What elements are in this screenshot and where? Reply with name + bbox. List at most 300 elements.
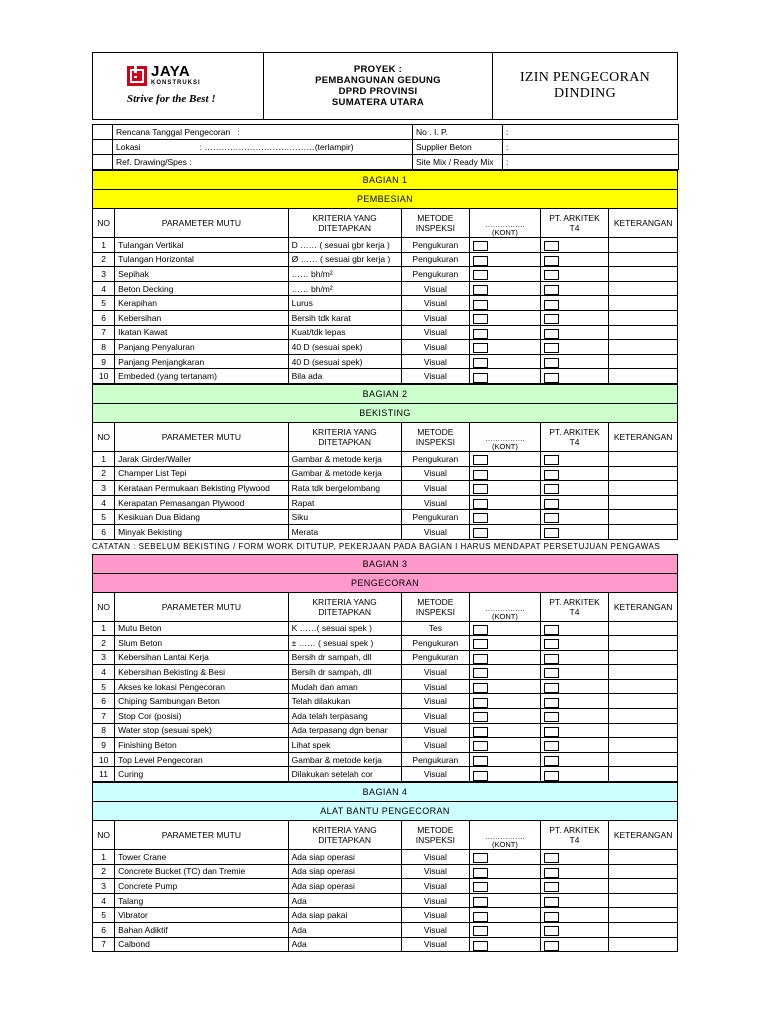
row-kriteria: Bila ada	[288, 369, 401, 384]
row-metode: Pengukuran	[401, 510, 470, 525]
section-table	[92, 170, 678, 384]
row-no: 5	[93, 679, 115, 694]
info-table	[92, 124, 679, 170]
arkitek-checkbox[interactable]	[544, 256, 559, 266]
table-row	[93, 723, 678, 738]
arkitek-checkbox[interactable]	[544, 741, 559, 751]
kont-checkbox[interactable]	[473, 698, 488, 708]
kont-checkbox[interactable]	[473, 756, 488, 766]
kont-checkbox[interactable]	[473, 484, 488, 494]
section-subtitle: BEKISTING	[93, 403, 678, 422]
col-kriteria: KRITERIA YANG DITETAPKAN	[288, 592, 401, 621]
row-no: 3	[93, 267, 115, 282]
kont-checkbox[interactable]	[473, 329, 488, 339]
row-keterangan[interactable]	[609, 340, 678, 355]
row-metode: Visual	[401, 524, 470, 539]
row-parameter: Stop Cor (posisi)	[115, 709, 288, 724]
row-keterangan[interactable]	[609, 767, 678, 782]
row-kriteria: D …… ( sesuai gbr kerja )	[288, 238, 401, 253]
kont-checkbox[interactable]	[473, 727, 488, 737]
col-keterangan: KETERANGAN	[609, 209, 678, 238]
row-keterangan[interactable]	[609, 451, 678, 466]
row-kriteria: Lihat spek	[288, 738, 401, 753]
row-metode: Visual	[401, 738, 470, 753]
row-kriteria: Lurus	[288, 296, 401, 311]
kont-checkbox[interactable]	[473, 654, 488, 664]
kont-checkbox[interactable]	[473, 741, 488, 751]
row-metode: Visual	[401, 864, 470, 879]
arkitek-checkbox[interactable]	[544, 329, 559, 339]
kont-checkbox[interactable]	[473, 499, 488, 509]
row-keterangan[interactable]	[609, 738, 678, 753]
row-metode: Visual	[401, 281, 470, 296]
col-keterangan: KETERANGAN	[609, 422, 678, 451]
kont-checkbox[interactable]	[473, 853, 488, 863]
arkitek-checkbox[interactable]	[544, 285, 559, 295]
row-keterangan[interactable]	[609, 752, 678, 767]
row-kriteria: Ada siap operasi	[288, 879, 401, 894]
row-parameter: Kesikuan Dua Bidang	[115, 510, 288, 525]
col-metode: METODE INSPEKSI	[401, 209, 470, 238]
section-subtitle: ALAT BANTU PENGECORAN	[93, 802, 678, 821]
row-parameter: Panjang Penjangkaran	[115, 354, 288, 369]
row-kriteria: Gambar & metode kerja	[288, 752, 401, 767]
col-kriteria: KRITERIA YANG DITETAPKAN	[288, 422, 401, 451]
row-kriteria: Merata	[288, 524, 401, 539]
row-kriteria: 40 D (sesuai spek)	[288, 340, 401, 355]
table-row	[93, 281, 678, 296]
kont-checkbox[interactable]	[473, 270, 488, 280]
row-no: 8	[93, 340, 115, 355]
arkitek-checkbox[interactable]	[544, 771, 559, 781]
row-parameter: Panjang Penyaluran	[115, 340, 288, 355]
row-keterangan[interactable]	[609, 879, 678, 894]
kont-checkbox[interactable]	[473, 513, 488, 523]
jaya-logo-icon	[127, 66, 147, 86]
row-metode: Pengukuran	[401, 636, 470, 651]
row-keterangan[interactable]	[609, 679, 678, 694]
row-kriteria: Ø …… ( sesuai gbr kerja )	[288, 252, 401, 267]
row-keterangan[interactable]	[609, 908, 678, 923]
arkitek-checkbox[interactable]	[544, 941, 559, 951]
arkitek-checkbox[interactable]	[544, 926, 559, 936]
sitemix-field[interactable]: :	[503, 155, 679, 170]
arkitek-checkbox[interactable]	[544, 513, 559, 523]
col-no: NO	[93, 209, 115, 238]
col-arkitek: PT. ARKITEK T4	[540, 821, 609, 850]
supplier-label: Supplier Beton	[413, 140, 503, 155]
table-row	[93, 340, 678, 355]
inspection-form	[92, 52, 678, 952]
row-no: 6	[93, 310, 115, 325]
row-no: 4	[93, 893, 115, 908]
kont-checkbox[interactable]	[473, 300, 488, 310]
col-parameter: PARAMETER MUTU	[115, 821, 288, 850]
row-metode: Visual	[401, 694, 470, 709]
row-keterangan[interactable]	[609, 238, 678, 253]
row-no: 7	[93, 709, 115, 724]
row-keterangan[interactable]	[609, 510, 678, 525]
col-kont: ……………. (KONT)	[470, 821, 541, 850]
table-row	[93, 354, 678, 369]
kont-checkbox[interactable]	[473, 343, 488, 353]
section-subtitle: PEMBESIAN	[93, 190, 678, 209]
form-header	[92, 52, 678, 120]
kont-checkbox[interactable]	[473, 683, 488, 693]
company-logo	[93, 53, 264, 119]
col-no: NO	[93, 592, 115, 621]
arkitek-checkbox[interactable]	[544, 241, 559, 251]
row-keterangan[interactable]	[609, 267, 678, 282]
sections-container	[92, 170, 678, 952]
arkitek-checkbox[interactable]	[544, 727, 559, 737]
kont-checkbox[interactable]	[473, 470, 488, 480]
table-row	[93, 481, 678, 496]
table-row	[93, 524, 678, 539]
row-parameter: Curing	[115, 767, 288, 782]
row-keterangan[interactable]	[609, 893, 678, 908]
row-parameter: Concrete Bucket (TC) dan Tremie	[115, 864, 288, 879]
row-no: 4	[93, 495, 115, 510]
note-text: CATATAN : SEBELUM BEKISTING / FORM WORK DITUTUP, PEKERJAAN PADA BAGIAN I HARUS MENDAPAT PERSETUJUAN PENGAWAS	[92, 541, 661, 551]
row-metode: Visual	[401, 481, 470, 496]
row-keterangan[interactable]	[609, 937, 678, 952]
kont-checkbox[interactable]	[473, 912, 488, 922]
row-metode: Tes	[401, 621, 470, 636]
kont-checkbox[interactable]	[473, 868, 488, 878]
row-kriteria: Ada	[288, 893, 401, 908]
row-kriteria: Bersih dr sampah, dll	[288, 650, 401, 665]
row-keterangan[interactable]	[609, 281, 678, 296]
row-keterangan[interactable]	[609, 369, 678, 384]
section-title: BAGIAN 2	[93, 384, 678, 403]
row-parameter: Jarak Girder/Waller	[115, 451, 288, 466]
row-kriteria: Dilakukan setelah cor	[288, 767, 401, 782]
col-no: NO	[93, 821, 115, 850]
row-parameter: Embeded (yang tertanam)	[115, 369, 288, 384]
logo-name: JAYA	[151, 63, 191, 80]
row-metode: Visual	[401, 879, 470, 894]
arkitek-checkbox[interactable]	[544, 455, 559, 465]
row-keterangan[interactable]	[609, 495, 678, 510]
table-row	[93, 296, 678, 311]
row-no: 1	[93, 238, 115, 253]
row-metode: Visual	[401, 310, 470, 325]
table-row	[93, 694, 678, 709]
arkitek-checkbox[interactable]	[544, 639, 559, 649]
row-kriteria: Ada telah terpasang	[288, 709, 401, 724]
arkitek-checkbox[interactable]	[544, 712, 559, 722]
col-keterangan: KETERANGAN	[609, 821, 678, 850]
project-block	[264, 53, 493, 119]
row-kriteria: Ada	[288, 923, 401, 938]
row-no: 5	[93, 510, 115, 525]
row-no: 8	[93, 723, 115, 738]
arkitek-checkbox[interactable]	[544, 314, 559, 324]
arkitek-checkbox[interactable]	[544, 358, 559, 368]
project-line: PEMBANGUNAN GEDUNG	[315, 75, 441, 86]
row-metode: Visual	[401, 923, 470, 938]
table-row	[93, 310, 678, 325]
row-keterangan[interactable]	[609, 481, 678, 496]
row-no: 4	[93, 665, 115, 680]
row-parameter: Kebersihan Lantai Kerja	[115, 650, 288, 665]
row-kriteria: Gambar & metode kerja	[288, 466, 401, 481]
arkitek-checkbox[interactable]	[544, 683, 559, 693]
row-keterangan[interactable]	[609, 923, 678, 938]
row-parameter: Finishing Beton	[115, 738, 288, 753]
lokasi-label: Lokasi : …………………………………(terlampir)	[113, 140, 413, 155]
arkitek-checkbox[interactable]	[544, 853, 559, 863]
row-keterangan[interactable]	[609, 723, 678, 738]
row-metode: Visual	[401, 354, 470, 369]
row-kriteria: Siku	[288, 510, 401, 525]
arkitek-checkbox[interactable]	[544, 698, 559, 708]
row-keterangan[interactable]	[609, 864, 678, 879]
kont-checkbox[interactable]	[473, 625, 488, 635]
row-no: 10	[93, 369, 115, 384]
row-metode: Visual	[401, 893, 470, 908]
col-metode: METODE INSPEKSI	[401, 422, 470, 451]
row-no: 3	[93, 650, 115, 665]
row-keterangan[interactable]	[609, 466, 678, 481]
row-metode: Visual	[401, 723, 470, 738]
row-keterangan[interactable]	[609, 850, 678, 865]
row-metode: Visual	[401, 296, 470, 311]
row-metode: Visual	[401, 325, 470, 340]
section-title: BAGIAN 4	[93, 783, 678, 802]
row-keterangan[interactable]	[609, 325, 678, 340]
row-kriteria: …… bh/m²	[288, 267, 401, 282]
kont-checkbox[interactable]	[473, 668, 488, 678]
table-row	[93, 238, 678, 253]
kont-checkbox[interactable]	[473, 241, 488, 251]
row-keterangan[interactable]	[609, 694, 678, 709]
row-no: 1	[93, 621, 115, 636]
arkitek-checkbox[interactable]	[544, 528, 559, 538]
col-kont: ……………. (KONT)	[470, 422, 541, 451]
table-row	[93, 510, 678, 525]
table-row	[93, 937, 678, 952]
arkitek-checkbox[interactable]	[544, 756, 559, 766]
table-row	[93, 636, 678, 651]
kont-checkbox[interactable]	[473, 285, 488, 295]
row-metode: Pengukuran	[401, 267, 470, 282]
row-keterangan[interactable]	[609, 621, 678, 636]
project-line: DPRD PROVINSI	[338, 86, 418, 97]
row-keterangan[interactable]	[609, 296, 678, 311]
row-kriteria: 40 D (sesuai spek)	[288, 354, 401, 369]
col-arkitek: PT. ARKITEK T4	[540, 209, 609, 238]
row-no: 2	[93, 466, 115, 481]
row-no: 5	[93, 908, 115, 923]
kont-checkbox[interactable]	[473, 373, 488, 383]
col-keterangan: KETERANGAN	[609, 592, 678, 621]
row-keterangan[interactable]	[609, 310, 678, 325]
kont-checkbox[interactable]	[473, 358, 488, 368]
row-metode: Visual	[401, 466, 470, 481]
table-row	[93, 451, 678, 466]
arkitek-checkbox[interactable]	[544, 499, 559, 509]
row-no: 3	[93, 481, 115, 496]
arkitek-checkbox[interactable]	[544, 668, 559, 678]
kont-checkbox[interactable]	[473, 528, 488, 538]
form-title-line: DINDING	[554, 86, 616, 101]
section-table	[92, 384, 678, 540]
arkitek-checkbox[interactable]	[544, 868, 559, 878]
table-row	[93, 495, 678, 510]
row-parameter: Kebersihan Bekisting & Besi	[115, 665, 288, 680]
kont-checkbox[interactable]	[473, 455, 488, 465]
no-ip-label: No . I. P.	[413, 125, 503, 140]
row-kriteria: Gambar & metode kerja	[288, 451, 401, 466]
row-keterangan[interactable]	[609, 354, 678, 369]
row-no: 1	[93, 850, 115, 865]
row-keterangan[interactable]	[609, 650, 678, 665]
kont-checkbox[interactable]	[473, 882, 488, 892]
row-metode: Pengukuran	[401, 238, 470, 253]
section-table	[92, 554, 678, 783]
col-kont: ……………. (KONT)	[470, 592, 541, 621]
row-no: 3	[93, 879, 115, 894]
row-no: 9	[93, 354, 115, 369]
table-row	[93, 923, 678, 938]
kont-checkbox[interactable]	[473, 256, 488, 266]
row-parameter: Champer List Tepi	[115, 466, 288, 481]
arkitek-checkbox[interactable]	[544, 343, 559, 353]
row-parameter: Sepihak	[115, 267, 288, 282]
arkitek-checkbox[interactable]	[544, 270, 559, 280]
row-kriteria: Ada siap operasi	[288, 850, 401, 865]
row-parameter: Ikatan Kawat	[115, 325, 288, 340]
row-metode: Visual	[401, 665, 470, 680]
row-parameter: Top Level Pengecoran	[115, 752, 288, 767]
table-row	[93, 767, 678, 782]
row-kriteria: Ada	[288, 937, 401, 952]
row-metode: Pengukuran	[401, 650, 470, 665]
row-no: 9	[93, 738, 115, 753]
row-parameter: Calbond	[115, 937, 288, 952]
row-keterangan[interactable]	[609, 709, 678, 724]
table-row	[93, 879, 678, 894]
table-row	[93, 864, 678, 879]
row-parameter: Kerapatan Pemasangan Plywood	[115, 495, 288, 510]
sitemix-label: Site Mix / Ready Mix	[413, 155, 503, 170]
row-metode: Visual	[401, 679, 470, 694]
row-parameter: Vibrator	[115, 908, 288, 923]
row-keterangan[interactable]	[609, 665, 678, 680]
section-title: BAGIAN 3	[93, 554, 678, 573]
row-metode: Visual	[401, 767, 470, 782]
row-parameter: Chiping Sambungan Beton	[115, 694, 288, 709]
row-keterangan[interactable]	[609, 524, 678, 539]
col-metode: METODE INSPEKSI	[401, 592, 470, 621]
row-keterangan[interactable]	[609, 252, 678, 267]
row-kriteria: Mudah dan aman	[288, 679, 401, 694]
row-no: 10	[93, 752, 115, 767]
table-row	[93, 369, 678, 384]
row-no: 5	[93, 296, 115, 311]
col-metode: METODE INSPEKSI	[401, 821, 470, 850]
kont-checkbox[interactable]	[473, 771, 488, 781]
row-no: 6	[93, 923, 115, 938]
kont-checkbox[interactable]	[473, 712, 488, 722]
no-ip-field[interactable]: :	[503, 125, 679, 140]
col-kriteria: KRITERIA YANG DITETAPKAN	[288, 821, 401, 850]
table-row	[93, 893, 678, 908]
table-row	[93, 252, 678, 267]
arkitek-checkbox[interactable]	[544, 897, 559, 907]
row-keterangan[interactable]	[609, 636, 678, 651]
row-no: 2	[93, 864, 115, 879]
row-kriteria: Ada siap operasi	[288, 864, 401, 879]
arkitek-checkbox[interactable]	[544, 625, 559, 635]
row-parameter: Mutu Beton	[115, 621, 288, 636]
row-metode: Visual	[401, 908, 470, 923]
row-metode: Pengukuran	[401, 451, 470, 466]
rencana-label: Rencana Tanggal Pengecoran :	[113, 125, 413, 140]
row-metode: Visual	[401, 850, 470, 865]
row-metode: Visual	[401, 369, 470, 384]
table-row	[93, 325, 678, 340]
col-parameter: PARAMETER MUTU	[115, 422, 288, 451]
arkitek-checkbox[interactable]	[544, 912, 559, 922]
row-kriteria: Ada terpasang dgn benar	[288, 723, 401, 738]
row-parameter: Concrete Pump	[115, 879, 288, 894]
logo-tagline: Strive for the Best !	[127, 93, 216, 105]
row-no: 6	[93, 694, 115, 709]
row-kriteria: ± …… ( sesuai spek )	[288, 636, 401, 651]
row-parameter: Bahan Adiktif	[115, 923, 288, 938]
kont-checkbox[interactable]	[473, 639, 488, 649]
row-no: 4	[93, 281, 115, 296]
row-parameter: Talang	[115, 893, 288, 908]
row-parameter: Beton Decking	[115, 281, 288, 296]
col-parameter: PARAMETER MUTU	[115, 592, 288, 621]
arkitek-checkbox[interactable]	[544, 470, 559, 480]
row-metode: Pengukuran	[401, 252, 470, 267]
kont-checkbox[interactable]	[473, 897, 488, 907]
kont-checkbox[interactable]	[473, 941, 488, 951]
row-no: 11	[93, 767, 115, 782]
supplier-field[interactable]: :	[503, 140, 679, 155]
arkitek-checkbox[interactable]	[544, 484, 559, 494]
table-row	[93, 650, 678, 665]
row-kriteria: …… bh/m²	[288, 281, 401, 296]
row-kriteria: Kuat/tdk lepas	[288, 325, 401, 340]
section-table	[92, 782, 678, 952]
arkitek-checkbox[interactable]	[544, 882, 559, 892]
arkitek-checkbox[interactable]	[544, 373, 559, 383]
table-row	[93, 752, 678, 767]
kont-checkbox[interactable]	[473, 314, 488, 324]
row-parameter: Minyak Bekisting	[115, 524, 288, 539]
form-title-line: IZIN PENGECORAN	[519, 70, 651, 85]
table-row	[93, 665, 678, 680]
project-line: PROYEK :	[353, 64, 403, 75]
table-row	[93, 709, 678, 724]
row-metode: Visual	[401, 495, 470, 510]
row-kriteria: K ……( sesuai spek )	[288, 621, 401, 636]
kont-checkbox[interactable]	[473, 926, 488, 936]
row-kriteria: Ada siap pakai	[288, 908, 401, 923]
arkitek-checkbox[interactable]	[544, 300, 559, 310]
row-no: 6	[93, 524, 115, 539]
arkitek-checkbox[interactable]	[544, 654, 559, 664]
form-title	[493, 53, 677, 119]
row-parameter: Akses ke lokasi Pengecoran	[115, 679, 288, 694]
row-metode: Visual	[401, 340, 470, 355]
